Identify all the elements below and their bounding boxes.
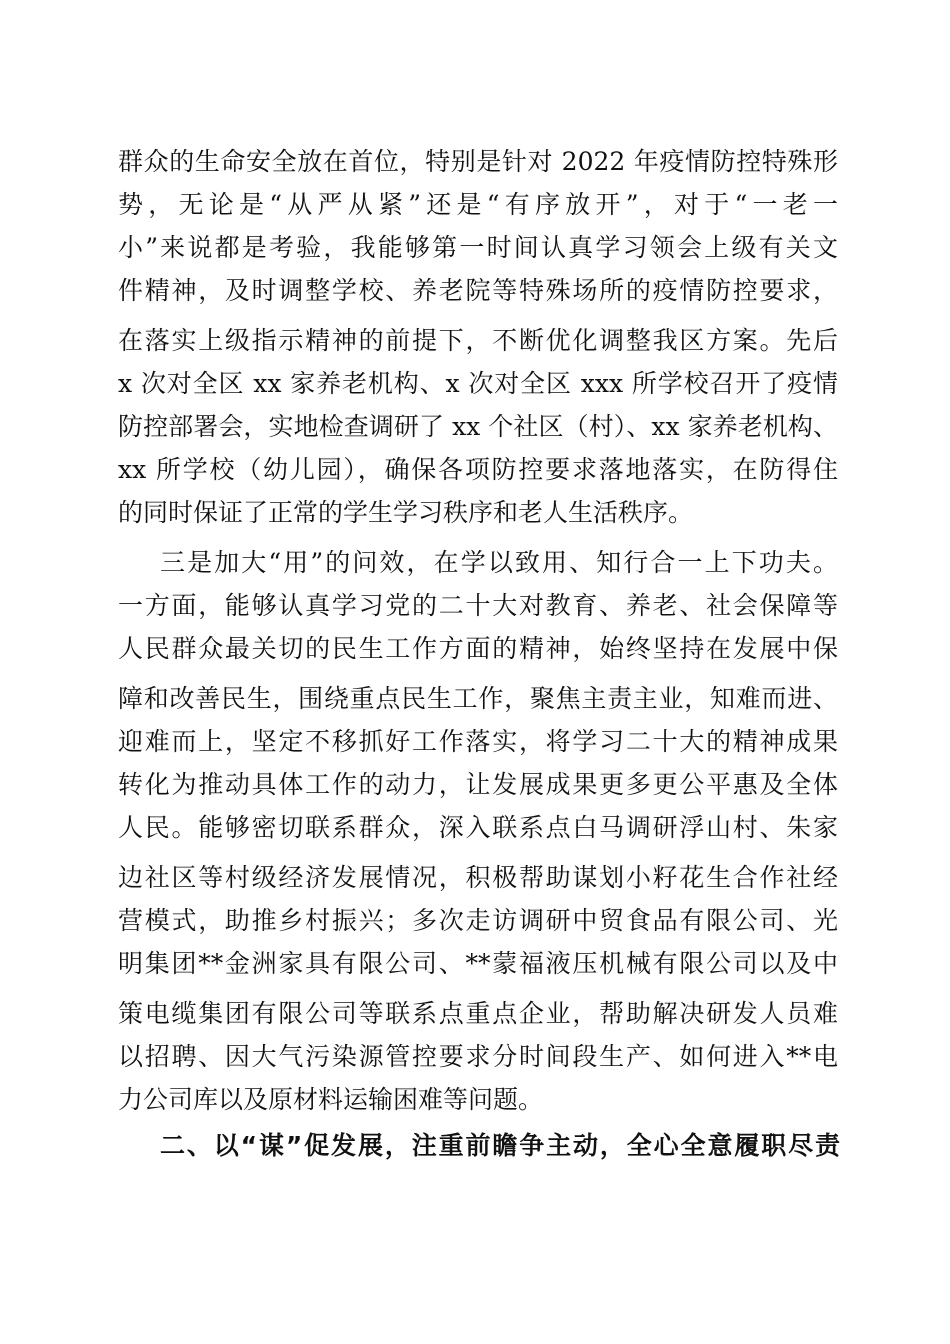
body-text-line: 以招聘、因大气污染源管控要求分时间段生产、如何进入**电 — [118, 1042, 838, 1071]
body-text-line: 一方面，能够认真学习党的二十大对教育、养老、社会保障等 — [118, 591, 838, 620]
body-text-line: x 次对全区 xx 家养老机构、x 次对全区 xxx 所学校召开了疫情 — [118, 369, 838, 398]
body-text-line: 的同时保证了正常的学生学习秩序和老人生活秩序。 — [118, 498, 694, 527]
body-text-line: 群众的生命安全放在首位，特别是针对 2022 年疫情防控特殊形 — [118, 147, 838, 176]
body-text-line: 人民群众最关切的民生工作方面的精神，始终坚持在发展中保 — [118, 634, 838, 663]
body-text-line: 在落实上级指示精神的前提下，不断优化调整我区方案。先后 — [118, 326, 838, 355]
body-text-line: 营模式，助推乡村振兴；多次走访调研中贸食品有限公司、光 — [118, 906, 838, 935]
body-text-line: 件精神，及时调整学校、养老院等特殊场所的疫情防控要求， — [118, 276, 838, 305]
body-text-line: 边社区等村级经济发展情况，积极帮助谋划小籽花生合作社经 — [118, 863, 838, 892]
body-text-line: 小”来说都是考验，我能够第一时间认真学习领会上级有关文 — [118, 233, 838, 262]
body-text-line: 人民。能够密切联系群众，深入联系点白马调研浮山村、朱家 — [118, 813, 838, 842]
body-text-line: 转化为推动具体工作的动力，让发展成果更多更公平惠及全体 — [118, 770, 838, 799]
body-text-line: 防控部署会，实地检查调研了 xx 个社区（村）、xx 家养老机构、 — [118, 412, 838, 441]
body-text-line: 迎难而上，坚定不移抓好工作落实，将学习二十大的精神成果 — [118, 727, 838, 756]
body-text-line: 策电缆集团有限公司等联系点重点企业，帮助解决研发人员难 — [118, 999, 838, 1028]
body-text-line: 势，无论是“从严从紧”还是“有序放开”，对于“一老一 — [118, 190, 838, 219]
body-text-line: 明集团**金洲家具有限公司、**蒙福液压机械有限公司以及中 — [118, 949, 838, 978]
body-text-line: xx 所学校（幼儿园），确保各项防控要求落地落实，在防得住 — [118, 455, 838, 484]
body-text-line: 力公司库以及原材料运输困难等问题。 — [118, 1085, 544, 1114]
body-text-line: 障和改善民生，围绕重点民生工作，聚焦主责主业，知难而进、 — [118, 684, 838, 713]
section-heading: 二、以“谋”促发展，注重前瞻争主动，全心全意履职尽责 — [160, 1131, 840, 1160]
body-text-line: 三是加大“用”的问效，在学以致用、知行合一上下功夫。 — [160, 548, 838, 577]
